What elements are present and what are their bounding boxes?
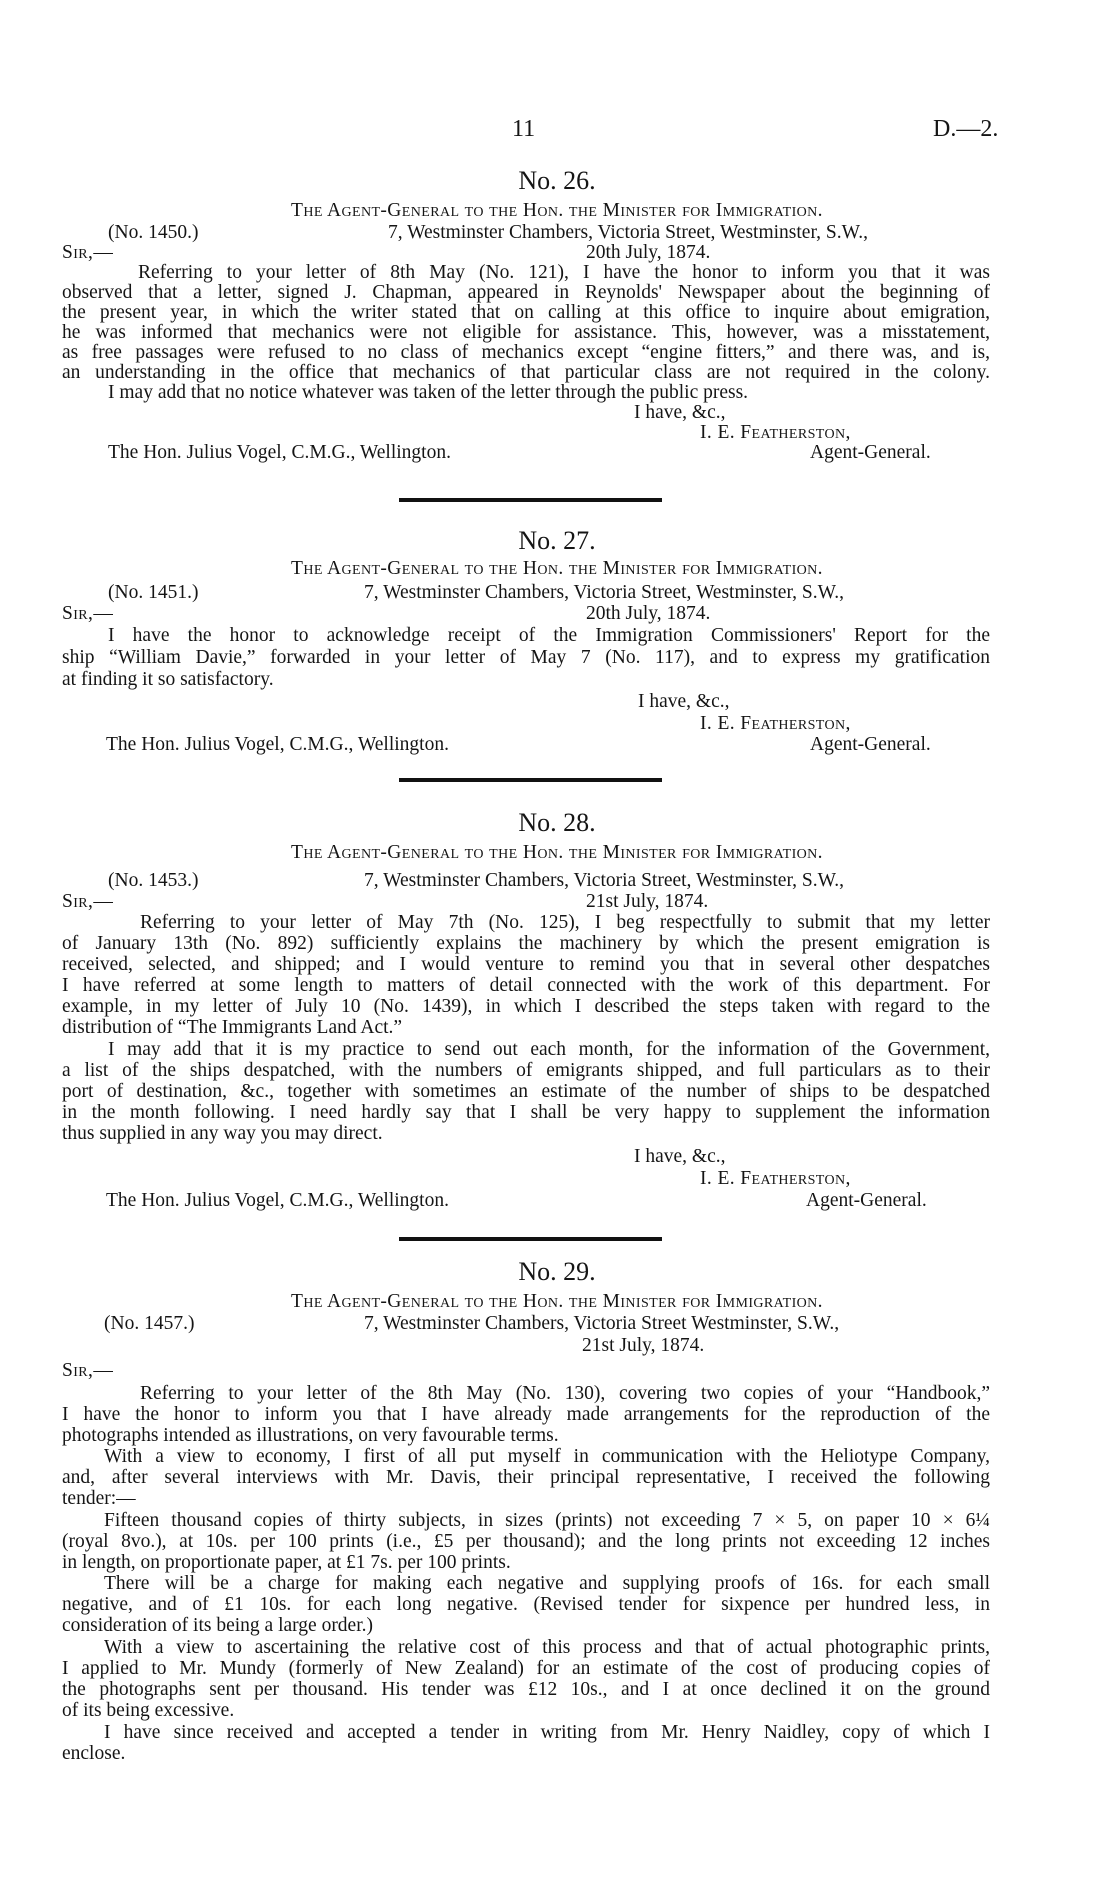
letter-signer-title: Agent-General. xyxy=(810,734,931,755)
letter-date: 21st July, 1874. xyxy=(582,1335,705,1356)
letter-reference: (No. 1453.) xyxy=(108,870,199,891)
letter-body-line: of January 13th (No. 892) sufficiently explains the machinery by which the present emigration is xyxy=(62,933,990,954)
letter-body-line: With a view to economy, I first of all put myself in communication with the Heliotype Company, xyxy=(104,1446,990,1467)
letter-address: 7, Westminster Chambers, Victoria Street, Westminster, S.W., xyxy=(364,870,845,891)
letter-body-line: the present year, in which the writer stated that on calling at this office to inquire about emigration, xyxy=(62,302,990,323)
letter-body-line: example, in my letter of July 10 (No. 1439), in which I described the steps taken with regard to the xyxy=(62,996,990,1017)
letter-number: No. 26. xyxy=(518,166,596,195)
letter-salutation: Sir,— xyxy=(62,891,114,912)
letter-address: 7, Westminster Chambers, Victoria Street, Westminster, S.W., xyxy=(364,582,845,603)
letter-body-line: photographs intended as illustrations, on very favourable terms. xyxy=(62,1425,559,1446)
letter-salutation: Sir,— xyxy=(62,1360,114,1381)
letter-body-line: consideration of its being a large order.) xyxy=(62,1615,374,1636)
letter-body-line: observed that a letter, signed J. Chapman, appeared in Reynolds' Newspaper about the beginning of xyxy=(62,282,990,303)
letter-address: 7, Westminster Chambers, Victoria Street, Westminster, S.W., xyxy=(388,222,869,243)
letter-heading: The Agent-General to the Hon. the Minister for Immigration. xyxy=(291,558,823,579)
letter-number: No. 29. xyxy=(518,1257,596,1286)
letter-signer-title: Agent-General. xyxy=(810,442,931,463)
letter-addressee: The Hon. Julius Vogel, C.M.G., Wellington. xyxy=(106,734,449,755)
letter-address: 7, Westminster Chambers, Victoria Street Westminster, S.W., xyxy=(364,1313,840,1334)
letter-body-line: of its being excessive. xyxy=(62,1700,235,1721)
section-divider xyxy=(399,1237,662,1241)
letter-heading: The Agent-General to the Hon. the Minister for Immigration. xyxy=(291,200,823,221)
letter-body-line: (royal 8vo.), at 10s. per 100 prints (i.e., £5 per thousand); and the long prints not exceeding 12 inches xyxy=(62,1531,990,1552)
letter-body-line: Fifteen thousand copies of thirty subjects, in sizes (prints) not exceeding 7 × 5, on paper 10 × 6¼ xyxy=(104,1510,990,1531)
letter-body-line: I have the honor to inform you that I have already made arrangements for the reproduction of the xyxy=(62,1404,990,1425)
letter-number: No. 28. xyxy=(518,808,596,837)
letter-body-line: ship “William Davie,” forwarded in your letter of May 7 (No. 117), and to express my gratification xyxy=(62,647,990,668)
letter-body-line: in the month following. I need hardly say that I shall be very happy to supplement the information xyxy=(62,1102,990,1123)
letter-body-line: Referring to your letter of 8th May (No. 121), I have the honor to inform you that it was xyxy=(138,262,990,283)
letter-closing: I have, &c., xyxy=(634,1146,726,1167)
letter-closing: I have, &c., xyxy=(638,691,730,712)
letter-body-line: as free passages were refused to no class of mechanics except “engine fitters,” and there was, and is, xyxy=(62,342,990,363)
letter-heading: The Agent-General to the Hon. the Minister for Immigration. xyxy=(291,1291,823,1312)
letter-body-line: the photographs sent per thousand. His tender was £12 10s., and I at once declined it on the ground xyxy=(62,1679,990,1700)
letter-body-line: port of destination, &c., together with sometimes an estimate of the number of ships to be despatched xyxy=(62,1081,990,1102)
letter-body-line: I may add that no notice whatever was taken of the letter through the public press. xyxy=(108,382,749,403)
letter-body-line: in length, on proportionate paper, at £1 7s. per 100 prints. xyxy=(62,1552,511,1573)
letter-addressee: The Hon. Julius Vogel, C.M.G., Wellington. xyxy=(106,1190,449,1211)
letter-number: No. 27. xyxy=(518,526,596,555)
section-divider xyxy=(399,498,662,502)
letter-body-line: Referring to your letter of the 8th May (No. 130), covering two copies of your “Handbook,” xyxy=(140,1383,990,1404)
letter-body-line: he was informed that mechanics were not eligible for assistance. This, however, was a misstatement, xyxy=(62,322,990,343)
letter-signer: I. E. Featherston, xyxy=(700,713,851,734)
document-reference: D.—2. xyxy=(933,116,999,142)
letter-body-line: There will be a charge for making each negative and supplying proofs of 16s. for each small xyxy=(104,1573,990,1594)
letter-body-line: I may add that it is my practice to send out each month, for the information of the Government, xyxy=(108,1039,990,1060)
section-divider xyxy=(399,778,662,782)
letter-reference: (No. 1451.) xyxy=(108,582,199,603)
letter-body-line: I have referred at some length to matters of detail connected with the work of this department. For xyxy=(62,975,990,996)
letter-salutation: Sir,— xyxy=(62,242,114,263)
letter-heading: The Agent-General to the Hon. the Minister for Immigration. xyxy=(291,842,823,863)
letter-body-line: I have the honor to acknowledge receipt of the Immigration Commissioners' Report for the xyxy=(108,625,990,646)
letter-body-line: With a view to ascertaining the relative cost of this process and that of actual photographic prints, xyxy=(104,1637,990,1658)
letter-body-line: at finding it so satisfactory. xyxy=(62,669,274,690)
letter-body-line: a list of the ships despatched, with the numbers of emigrants shipped, and full particulars as to their xyxy=(62,1060,990,1081)
letter-date: 21st July, 1874. xyxy=(586,891,709,912)
letter-date: 20th July, 1874. xyxy=(586,242,711,263)
letter-reference: (No. 1457.) xyxy=(104,1313,195,1334)
page-number: 11 xyxy=(512,116,536,142)
letter-body-line: I applied to Mr. Mundy (formerly of New Zealand) for an estimate of the cost of producing copies of xyxy=(62,1658,990,1679)
letter-body-line: and, after several interviews with Mr. Davis, their principal representative, I received the following xyxy=(62,1467,990,1488)
letter-signer: I. E. Featherston, xyxy=(700,422,851,443)
letter-signer: I. E. Featherston, xyxy=(700,1168,851,1189)
letter-body-line: negative, and of £1 10s. for each long negative. (Revised tender for sixpence per hundred less, in xyxy=(62,1594,990,1615)
letter-closing: I have, &c., xyxy=(634,402,726,423)
letter-signer-title: Agent-General. xyxy=(806,1190,927,1211)
letter-date: 20th July, 1874. xyxy=(586,603,711,624)
letter-body-line: I have since received and accepted a tender in writing from Mr. Henry Naidley, copy of which I xyxy=(104,1722,990,1743)
letter-body-line: thus supplied in any way you may direct. xyxy=(62,1123,383,1144)
letter-reference: (No. 1450.) xyxy=(108,222,199,243)
letter-body-line: an understanding in the office that mechanics of that particular class are not required in the colony. xyxy=(62,362,990,383)
letter-body-line: enclose. xyxy=(62,1743,126,1764)
letter-body-line: Referring to your letter of May 7th (No. 125), I beg respectfully to submit that my letter xyxy=(140,912,990,933)
letter-addressee: The Hon. Julius Vogel, C.M.G., Wellington. xyxy=(108,442,451,463)
letter-body-line: distribution of “The Immigrants Land Act.” xyxy=(62,1017,403,1038)
letter-body-line: tender:— xyxy=(62,1488,136,1509)
letter-salutation: Sir,— xyxy=(62,603,114,624)
letter-body-line: received, selected, and shipped; and I would venture to remind you that in several other despatches xyxy=(62,954,990,975)
